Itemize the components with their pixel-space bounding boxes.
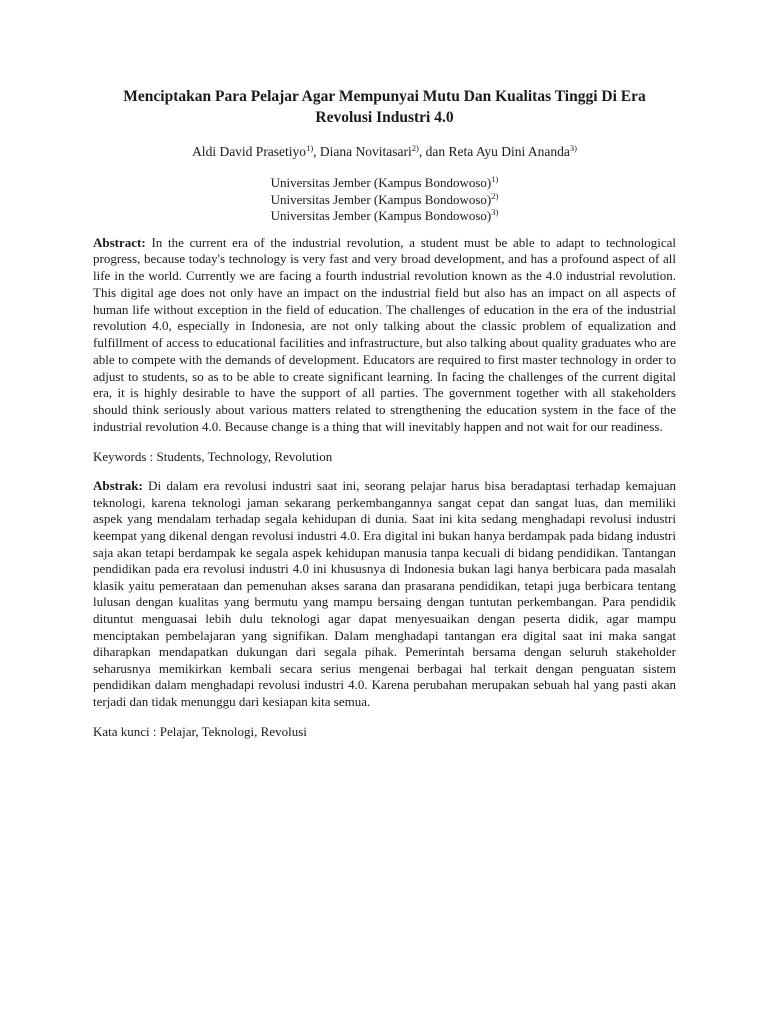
author-affiliation-mark: 3) [569, 143, 577, 153]
abstract-indonesian [93, 478, 676, 710]
affiliation-mark: 3) [491, 207, 499, 217]
affiliation-text: Universitas Jember (Kampus Bondowoso) [270, 208, 492, 223]
kata-kunci-line: Kata kunci : Pelajar, Teknologi, Revolusi [93, 723, 307, 739]
affiliation-text: Universitas Jember (Kampus Bondowoso) [270, 175, 492, 190]
affiliation-list [93, 175, 676, 225]
author-separator: , [313, 144, 320, 159]
author-affiliation-mark: 2) [411, 143, 419, 153]
paper-page [93, 86, 676, 753]
author-name: Aldi David Prasetiyo [192, 144, 307, 159]
affiliation-mark: 1) [491, 174, 499, 184]
affiliation-line [93, 175, 676, 192]
abstract-body: In the current era of the industrial revolution, a student must be able to adapt to technological progress, because today's technology is very fast and very broad development, and has a profound aspect of all life in the world. Currently we are facing a fourth industrial revolution known as the 4.0 industrial revolution. This digital age does not only have an impact on the industrial field but also has an impact on all aspects of human life without exception in the field of education. The challenges of education in the era of the industrial revolution 4.0, especially in Indonesia, are not only talking about the classic problem of equalization and fulfillment of access to educational facilities and infrastructure, but also talking about quality graduates who are able to compete with the demands of development. Educators are required to first master technology in order to adjust to students, so as to be able to create significant learning. In facing the challenges of the current digital era, it is highly desirable to have the support of all parties. The government together with all stakeholders should think seriously about various matters related to strengthening the education system in the face of the industrial revolution 4.0. Because change is a thing that will inevitably happen and not wait for our readiness. [93, 234, 676, 434]
affiliation-line [93, 208, 676, 225]
affiliation-text: Universitas Jember (Kampus Bondowoso) [270, 191, 492, 207]
author-separator: , dan [418, 144, 449, 159]
abstrak-body: Di dalam era revolusi industri saat ini, seorang pelajar harus bisa beradaptasi terhadap kemajuan teknologi, karena teknologi jaman sekarang perkembangannya sangat cepat dan sangat luas, dan memiliki aspek yang mendalam terhadap segala kehidupan di dunia. Saat ini kita sedang menghadapi revolusi industri keempat yang dikenal dengan revolusi industri 4.0. Era digital ini bukan hanya berdampak pada bidang industri saja akan tetapi berdampak ke segala aspek kehidupan manusia tanpa kecuali di bidang pendidikan. Tantangan pendidikan pada era revolusi industri 4.0 ini khususnya di Indonesia bukan lagi hanya berbicara pada masalah klasik yaitu pemerataan dan pemenuhan akses sarana dan prasarana pendidikan, tetapi juga berbicara tentang lulusan dengan kualitas yang bermutu yang mampu bersaing dengan tuntutan perkembangan. Para pendidik dituntut menguasai lebih dulu teknologi agar dapat menyesuaikan dengan peserta didik, agar mampu menciptakan pembelajaran yang signifikan. Dalam menghadapi tantangan era digital saat ini maka sangat diharapkan mendapatkan dukungan dari segala pihak. Pemerintah bersama dengan seluruh stakeholder seharusnya memikirkan kembali secara serius mengenai berbagai hal terkait dengan penguatan sistem pendidikan dalam menghadapi revolusi industri 4.0. Karena perubahan merupakan sebuah hal yang pasti akan terjadi dan tidak menunggu dari kesiapan kita semua. [93, 478, 676, 709]
abstract-label: Abstract: [93, 234, 146, 250]
abstrak-label: Abstrak: [93, 478, 143, 494]
author-name: Diana Novitasari [319, 144, 412, 159]
author-name: Reta Ayu Dini Ananda [448, 144, 570, 159]
author-affiliation-mark: 1) [306, 143, 314, 153]
affiliation-mark: 2) [491, 190, 499, 201]
paper-title: Menciptakan Para Pelajar Agar Mempunyai Mutu Dan Kualitas Tinggi Di Era Revolusi Industri 4.0 [123, 88, 646, 126]
affiliation-line [93, 192, 676, 209]
author-list [93, 143, 676, 161]
keywords-line: Keywords : Students, Technology, Revolution [93, 448, 333, 464]
abstract-english [93, 235, 676, 436]
